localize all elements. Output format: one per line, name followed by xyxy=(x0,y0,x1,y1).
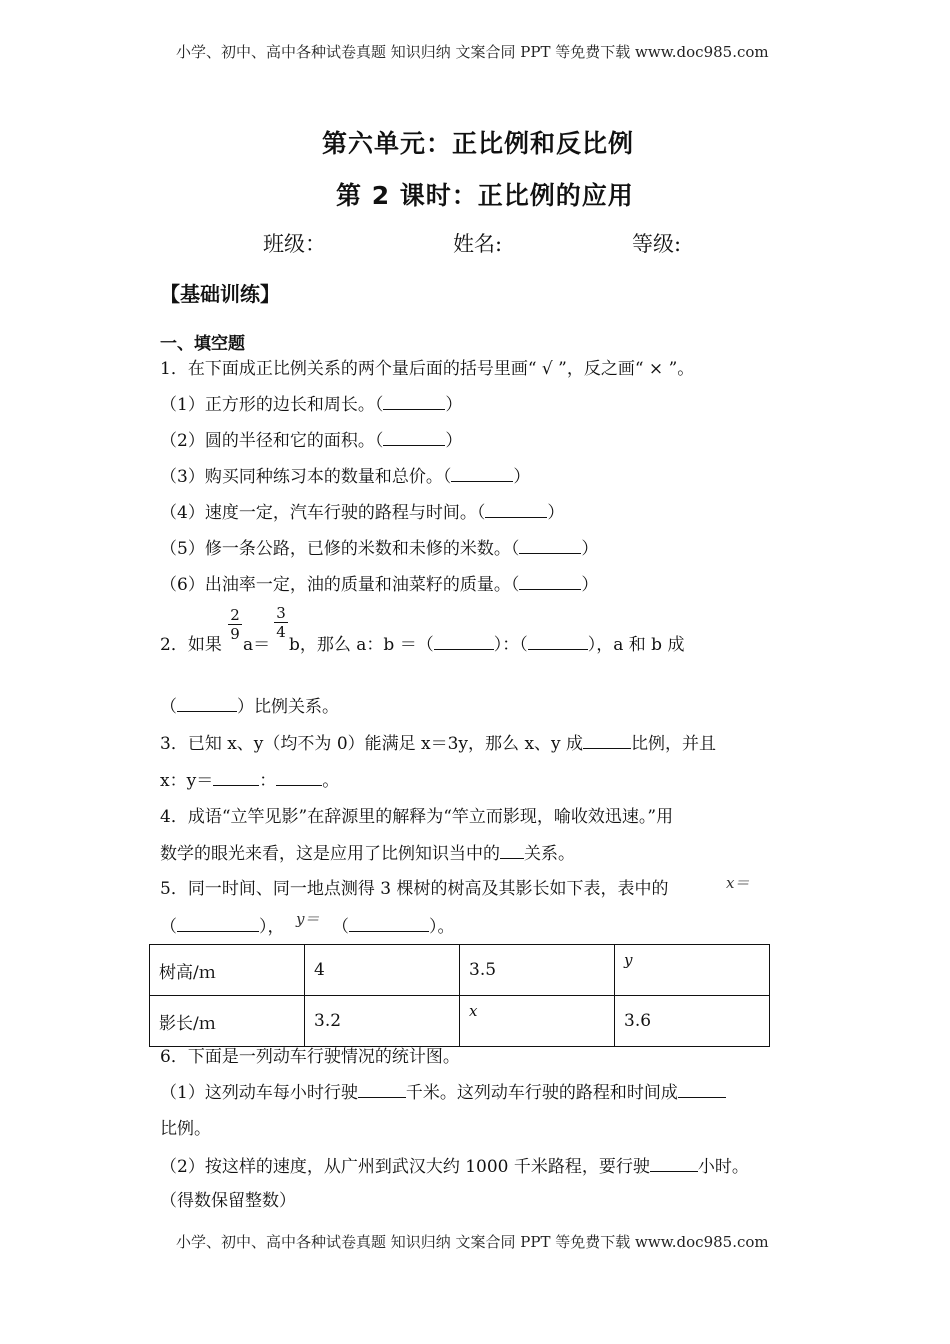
q1-stem: 1．在下面成正比例关系的两个量后面的括号里画“ √ ”，反之画“ × ”。 xyxy=(160,359,695,379)
q6-p2-a: （2）按这样的速度，从广州到武汉大约 1000 千米路程，要行驶 xyxy=(160,1157,650,1177)
tree-shadow-table xyxy=(149,944,770,1047)
q3-line2-c: 。 xyxy=(322,771,340,791)
q5-line2 xyxy=(160,912,285,937)
q6-p1-a: （1）这列动车每小时行驶 xyxy=(160,1083,358,1103)
q6-part2-note: （得数保留整数） xyxy=(160,1191,296,1211)
part-heading: 一、填空题 xyxy=(160,334,245,354)
q5-open: （ xyxy=(160,917,177,937)
q1-item-close: ） xyxy=(445,395,463,415)
q5-close-comma: ）， xyxy=(259,917,285,937)
q2-line2 xyxy=(160,692,339,717)
q2-suffix: ），a 和 b 成 xyxy=(587,635,685,655)
q5-line1: 5．同一时间、同一地点测得 3 棵树的树高及其影长如下表，表中的 xyxy=(160,879,669,899)
q6-part1 xyxy=(160,1078,726,1103)
q6-part2 xyxy=(160,1152,749,1177)
answer-blank[interactable] xyxy=(519,539,581,554)
page-header: 小学、初中、高中各种试卷真题 知识归纳 文案合同 PPT 等免费下载 www.doc985.com xyxy=(176,43,769,61)
section-heading: 【基础训练】 xyxy=(160,282,280,306)
q3-line2-a: x：y＝ xyxy=(160,771,214,791)
table-cell: 3.2 xyxy=(305,996,460,1047)
q4-line1: 4．成语“立竿见影”在辞源里的解释为“竿立而影现，喻收效迅速。”用 xyxy=(160,807,674,827)
q3-line2-b: ： xyxy=(259,771,277,791)
q1-item-3 xyxy=(160,462,530,487)
class-label: 班级： xyxy=(263,232,326,256)
fraction-3-4 xyxy=(274,604,288,641)
q5-open: （ xyxy=(332,917,349,937)
answer-blank[interactable] xyxy=(583,734,631,749)
q3-line1-b: 比例，并且 xyxy=(631,734,717,754)
q1-item-5 xyxy=(160,534,598,559)
answer-blank[interactable] xyxy=(213,771,259,786)
table-row xyxy=(150,945,770,996)
q5-close-end: ）。 xyxy=(429,917,455,937)
answer-blank[interactable] xyxy=(451,467,513,482)
q3-line1-a: 3．已知 x、y（均不为 0）能满足 x＝3y，那么 x、y 成 xyxy=(160,734,584,754)
q3-line2 xyxy=(160,766,339,791)
q1-item-1 xyxy=(160,390,462,415)
answer-blank[interactable] xyxy=(358,1083,406,1098)
table-cell: 树高/ｍ xyxy=(150,945,305,996)
q2-line2-suffix: ）比例关系。 xyxy=(237,697,339,717)
answer-blank[interactable] xyxy=(383,395,445,410)
q6-part1-cont: 比例。 xyxy=(160,1119,211,1139)
answer-blank[interactable] xyxy=(678,1083,726,1098)
answer-blank[interactable] xyxy=(485,503,547,518)
q2-prefix: 2．如果 xyxy=(160,635,222,655)
lesson-title: 第 2 课时：正比例的应用 xyxy=(336,181,634,210)
q1-item-close: ） xyxy=(547,503,565,523)
q1-item-4 xyxy=(160,498,564,523)
name-label: 姓名: xyxy=(453,232,503,256)
q1-item-close: ） xyxy=(581,575,599,595)
unit-title: 第六单元：正比例和反比例 xyxy=(322,129,635,158)
q1-item-close: ） xyxy=(513,467,531,487)
q3-line1 xyxy=(160,729,716,754)
fraction-2-9 xyxy=(228,606,242,643)
q2-line2-open: （ xyxy=(160,697,177,717)
q2-a-eq: a＝ xyxy=(243,635,271,655)
answer-blank[interactable] xyxy=(383,431,445,446)
q5-line2-y xyxy=(332,912,455,937)
answer-blank[interactable] xyxy=(276,771,322,786)
q6-stem: 6．下面是一列动车行驶情况的统计图。 xyxy=(160,1047,460,1067)
q6-p2-b: 小时。 xyxy=(697,1157,749,1177)
grade-label: 等级: xyxy=(632,232,682,256)
q1-item-text: （2）圆的半径和它的面积。（ xyxy=(160,431,384,451)
table-cell-variable: y xyxy=(615,945,770,996)
q1-item-close: ） xyxy=(581,539,599,559)
q1-item-text: （5）修一条公路，已修的米数和未修的米数。（ xyxy=(160,539,520,559)
x-equals-label: x＝ xyxy=(726,874,750,892)
y-equals-label: y＝ xyxy=(296,910,320,928)
answer-blank[interactable] xyxy=(500,844,524,859)
answer-blank[interactable] xyxy=(650,1157,698,1172)
q1-item-text: （3）购买同种练习本的数量和总价。（ xyxy=(160,467,452,487)
table-cell: 影长/ｍ xyxy=(150,996,305,1047)
answer-blank[interactable] xyxy=(528,635,588,650)
q1-item-text: （4）速度一定，汽车行驶的路程与时间。（ xyxy=(160,503,486,523)
q1-item-6 xyxy=(160,570,598,595)
q2-colon: ）：（ xyxy=(493,635,528,655)
table-cell: 3.6 xyxy=(615,996,770,1047)
fraction-denominator: 9 xyxy=(230,625,240,643)
q1-item-text: （1）正方形的边长和周长。（ xyxy=(160,395,384,415)
table-row xyxy=(150,996,770,1047)
q2-b-text: b，那么 a：b ＝（ xyxy=(289,635,434,655)
q1-item-2 xyxy=(160,426,462,451)
q1-item-text: （6）出油率一定，油的质量和油菜籽的质量。（ xyxy=(160,575,520,595)
answer-blank[interactable] xyxy=(177,697,237,712)
q1-item-close: ） xyxy=(445,431,463,451)
fraction-denominator: 4 xyxy=(276,623,286,641)
q2-line1 xyxy=(289,630,684,655)
q6-p1-b: 千米。这列动车行驶的路程和时间成 xyxy=(405,1083,678,1103)
answer-blank[interactable] xyxy=(177,917,259,932)
answer-blank[interactable] xyxy=(519,575,581,590)
table-cell: 4 xyxy=(305,945,460,996)
fraction-numerator: 2 xyxy=(228,606,242,625)
page-footer: 小学、初中、高中各种试卷真题 知识归纳 文案合同 PPT 等免费下载 www.doc985.com xyxy=(176,1233,769,1251)
table-cell-variable: x xyxy=(460,996,615,1047)
q4-line2 xyxy=(160,839,575,864)
table-cell: 3.5 xyxy=(460,945,615,996)
answer-blank[interactable] xyxy=(349,917,429,932)
fraction-numerator: 3 xyxy=(274,604,288,623)
answer-blank[interactable] xyxy=(434,635,494,650)
q4-line2-a: 数学的眼光来看，这是应用了比例知识当中的 xyxy=(160,844,500,864)
q4-line2-b: 关系。 xyxy=(524,844,575,864)
